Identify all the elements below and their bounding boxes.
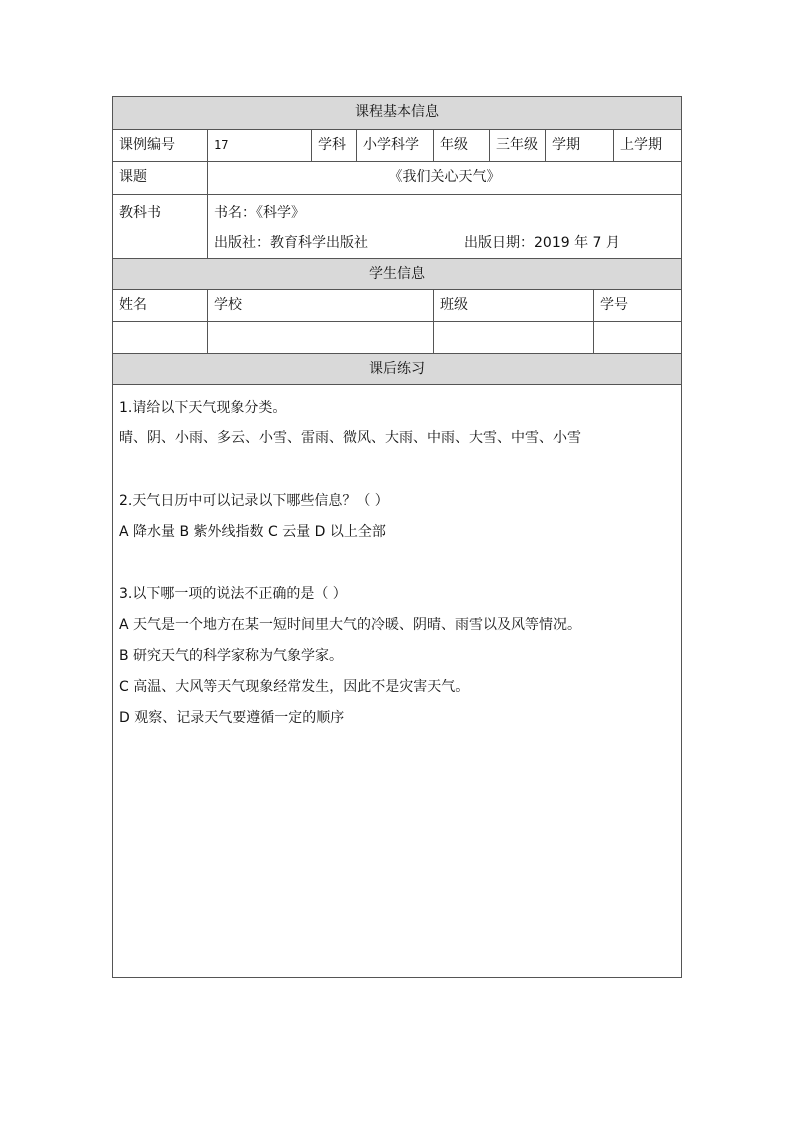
publish-date: 出版日期：2019 年 7 月: [464, 235, 620, 251]
student-id-label: 学号: [600, 297, 628, 313]
school-label: 学校: [208, 290, 434, 321]
student-label-row: [113, 290, 681, 322]
exercise-line: 晴、阴、小雨、多云、小雪、雷雨、微风、大雨、中雨、大雪、中雪、小雪: [119, 430, 581, 446]
book-name: 书名：《科学》: [214, 205, 305, 221]
textbook-row: [113, 195, 681, 259]
student-input-row: [113, 322, 681, 354]
worksheet-table: [112, 96, 682, 978]
textbook-details: [208, 195, 681, 258]
case-no-value: 17: [208, 130, 312, 161]
exercise-line: 3.以下哪一项的说法不正确的是（ ）: [119, 586, 347, 602]
textbook-label: 教科书: [113, 195, 208, 258]
exercise-line: B 研究天气的科学家称为气象学家。: [119, 648, 344, 664]
exercise-line: 1.请给以下天气现象分类。: [119, 400, 287, 416]
class-label: 班级: [434, 290, 594, 321]
student-info-header: [113, 259, 681, 290]
student-id-input[interactable]: [594, 322, 681, 353]
term-value: 上学期: [620, 137, 662, 153]
course-info-title: 课程基本信息: [355, 104, 439, 120]
publisher: 出版社：教育科学出版社: [214, 235, 368, 251]
topic-value: 《我们关心天气》: [388, 169, 501, 185]
grade-label: 年级: [434, 130, 490, 161]
case-no-label: 课例编号: [113, 130, 208, 161]
exercise-line: C 高温、大风等天气现象经常发生，因此不是灾害天气。: [119, 679, 470, 695]
school-input[interactable]: [208, 322, 434, 353]
exercise-line: D 观察、记录天气要遵循一定的顺序: [119, 710, 345, 726]
exercise-line: A 降水量 B 紫外线指数 C 云量 D 以上全部: [119, 524, 386, 540]
course-meta-row: [113, 130, 681, 162]
exercises-header: [113, 354, 681, 385]
subject-label: 学科: [312, 130, 357, 161]
name-label: 姓名: [113, 290, 208, 321]
term-label: 学期: [546, 130, 614, 161]
topic-row: [113, 162, 681, 195]
grade-value: 三年级: [490, 130, 546, 161]
course-info-header: [113, 97, 681, 130]
exercise-line: 2.天气日历中可以记录以下哪些信息？（ ）: [119, 493, 389, 509]
subject-value: 小学科学: [357, 130, 434, 161]
name-input[interactable]: [113, 322, 208, 353]
exercises-body: [113, 385, 681, 977]
exercises-title: 课后练习: [369, 361, 425, 377]
student-info-title: 学生信息: [369, 266, 425, 282]
exercise-line: A 天气是一个地方在某一短时间里大气的冷暖、阴晴、雨雪以及风等情况。: [119, 617, 582, 633]
class-input[interactable]: [434, 322, 594, 353]
topic-label: 课题: [113, 162, 208, 194]
